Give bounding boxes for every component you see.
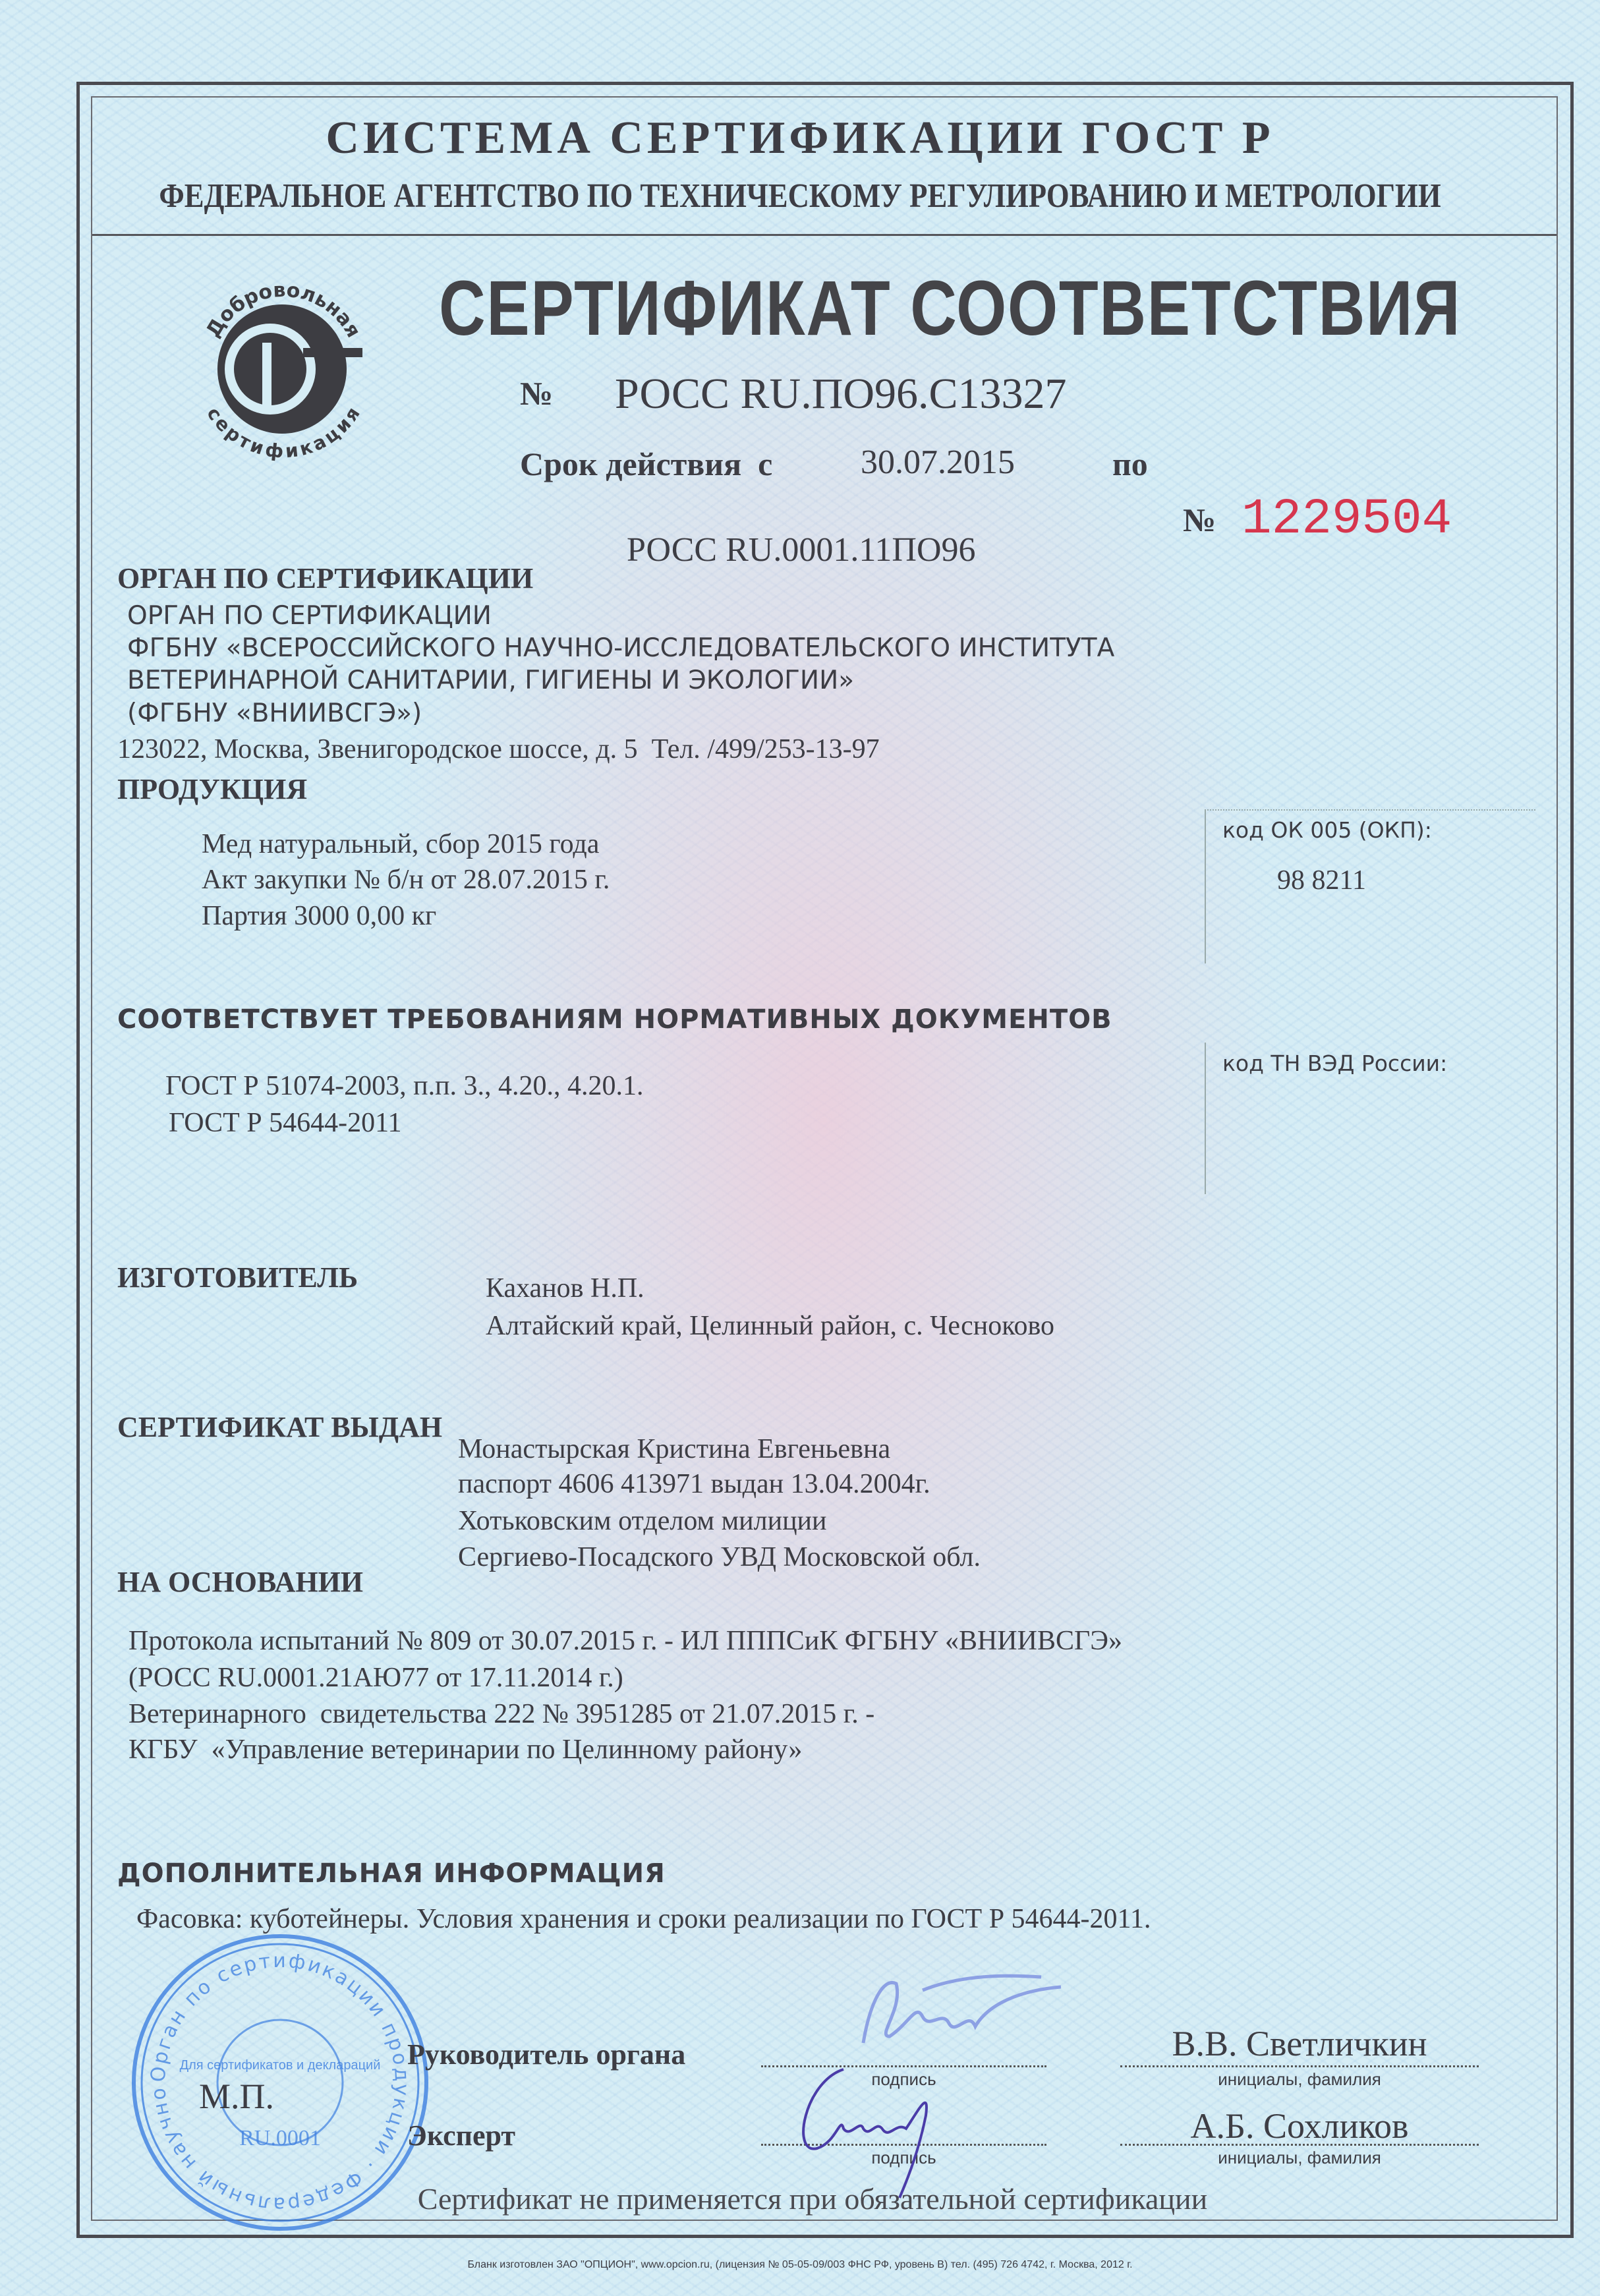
valid-from: 30.07.2015	[861, 444, 1015, 481]
okp-label: код ОК 005 (ОКП):	[1222, 817, 1432, 843]
expert-signature-caption: подпись	[871, 2148, 936, 2167]
standard-line: ГОСТ Р 51074-2003, п.п. 3., 4.20., 4.20.1.	[165, 1071, 644, 1101]
notice: Сертификат не применяется при обязательной сертификации	[417, 2182, 1208, 2216]
organ-heading: ОРГАН ПО СЕРТИФИКАЦИИ	[117, 562, 534, 594]
head-signature-caption: подпись	[871, 2069, 936, 2089]
organ-line: ОРГАН ПО СЕРТИФИКАЦИИ	[127, 601, 492, 631]
number-sign: №	[520, 375, 554, 412]
system-title: СИСТЕМА СЕРТИФИКАЦИИ ГОСТ Р	[326, 113, 1274, 163]
manufacturer-line: Каханов Н.П.	[486, 1273, 644, 1304]
product-line: Акт закупки № б/н от 28.07.2015 г.	[202, 865, 610, 895]
certificate-number: РОСС RU.ПО96.С13327	[615, 370, 1067, 418]
basis-heading: НА ОСНОВАНИИ	[117, 1566, 364, 1598]
tnved-label: код ТН ВЭД России:	[1222, 1050, 1448, 1076]
issued-to-heading: СЕРТИФИКАТ ВЫДАН	[117, 1411, 443, 1443]
product-line: Мед натуральный, сбор 2015 года	[202, 829, 600, 859]
validity-label: Срок действия с	[520, 445, 773, 482]
footer-printer-info: Бланк изготовлен ЗАО "ОПЦИОН", www.opcion.ru, (лицензия № 05-05-09/003 ФНС РФ, уровень В) тел. (495) 726 4742, г. Москва, 2012 г.	[467, 2259, 1133, 2270]
svg-text:Орган по сертификации продукци: Орган по сертификации продукции · Федеральный научно	[146, 1949, 414, 2216]
agency-title: ФЕДЕРАЛЬНОЕ АГЕНТСТВО ПО ТЕХНИЧЕСКОМУ РЕГУЛИРОВАНИЮ И МЕТРОЛОГИИ	[159, 177, 1441, 215]
expert-signature	[778, 2056, 1028, 2201]
basis-line: Ветеринарного свидетельства 222 № 3951285 от 21.07.2015 г. -	[129, 1699, 875, 1729]
standard-line: ГОСТ Р 54644-2011	[169, 1108, 402, 1138]
head-name-line	[1120, 2065, 1479, 2067]
organ-line: (ФГБНУ «ВНИИВСГЭ»)	[127, 699, 422, 728]
expert-name-caption: инициалы, фамилия	[1218, 2148, 1381, 2167]
issued-to-line: паспорт 4606 413971 выдан 13.04.2004г.	[458, 1469, 930, 1499]
rst-logo	[185, 270, 382, 471]
basis-line: (РОСС RU.0001.21АЮ77 от 17.11.2014 г.)	[129, 1663, 623, 1693]
valid-to-label: по	[1112, 445, 1148, 482]
manufacturer-line: Алтайский край, Целинный район, с. Чесноково	[486, 1311, 1055, 1341]
issued-to-line: Хотьковским отделом милиции	[458, 1506, 827, 1536]
additional-text: Фасовка: куботейнеры. Условия хранения и сроки реализации по ГОСТ Р 54644-2011.	[136, 1904, 1151, 1934]
head-label: Руководитель органа	[407, 2038, 686, 2071]
product-line: Партия 3000 0,00 кг	[202, 901, 437, 931]
issued-to-line: Сергиево-Посадского УВД Московской обл.	[458, 1542, 981, 1572]
manufacturer-heading: ИЗГОТОВИТЕЛЬ	[117, 1261, 358, 1294]
expert-label: Эксперт	[407, 2119, 516, 2152]
product-heading: ПРОДУКЦИЯ	[117, 773, 308, 805]
compliance-heading: СООТВЕТСТВУЕТ ТРЕБОВАНИЯМ НОРМАТИВНЫХ ДОКУМЕНТОВ	[117, 1004, 1112, 1035]
stamp-code: RU.0001	[239, 2126, 321, 2150]
basis-line: Протокола испытаний № 809 от 30.07.2015 г. - ИЛ ПППСиК ФГБНУ «ВНИИВСГЭ»	[129, 1626, 1123, 1656]
stamp-place-label: М.П.	[199, 2077, 275, 2116]
head-signature	[824, 1964, 1100, 2063]
head-name-caption: инициалы, фамилия	[1218, 2069, 1381, 2089]
okp-code-box	[1205, 809, 1535, 963]
organ-line: ВЕТЕРИНАРНОЙ САНИТАРИИ, ГИГИЕНЫ И ЭКОЛОГИИ»	[127, 666, 855, 695]
tnved-code-box	[1205, 1043, 1535, 1194]
organ-registration: РОСС RU.0001.11ПО96	[627, 531, 976, 569]
organ-address: 123022, Москва, Звенигородское шоссе, д. 5 Тел. /499/253-13-97	[117, 734, 880, 764]
okp-value: 98 8211	[1277, 865, 1366, 896]
certificate-title: СЕРТИФИКАТ СООТВЕТСТВИЯ	[439, 265, 1462, 352]
logo-bottom-text: сертификация	[202, 403, 364, 463]
stamp-inner-text: Для сертификатов и деклараций	[179, 2058, 381, 2073]
organ-line: ФГБНУ «ВСЕРОССИЙСКОГО НАУЧНО-ИССЛЕДОВАТЕЛЬСКОГО ИНСТИТУТА	[127, 633, 1115, 663]
additional-heading: ДОПОЛНИТЕЛЬНАЯ ИНФОРМАЦИЯ	[117, 1858, 666, 1889]
blank-number-sign: №	[1183, 502, 1216, 538]
head-name: В.В. Светличкин	[1172, 2024, 1427, 2063]
expert-name: А.Б. Сохликов	[1190, 2106, 1409, 2146]
basis-line: КГБУ «Управление ветеринарии по Целинному району»	[129, 1735, 803, 1765]
header-divider	[92, 234, 1557, 236]
logo-top-text: Добровольная	[202, 278, 365, 342]
blank-number: 1229504	[1242, 491, 1452, 548]
issued-to-line: Монастырская Кристина Евгеньевна	[458, 1434, 891, 1464]
